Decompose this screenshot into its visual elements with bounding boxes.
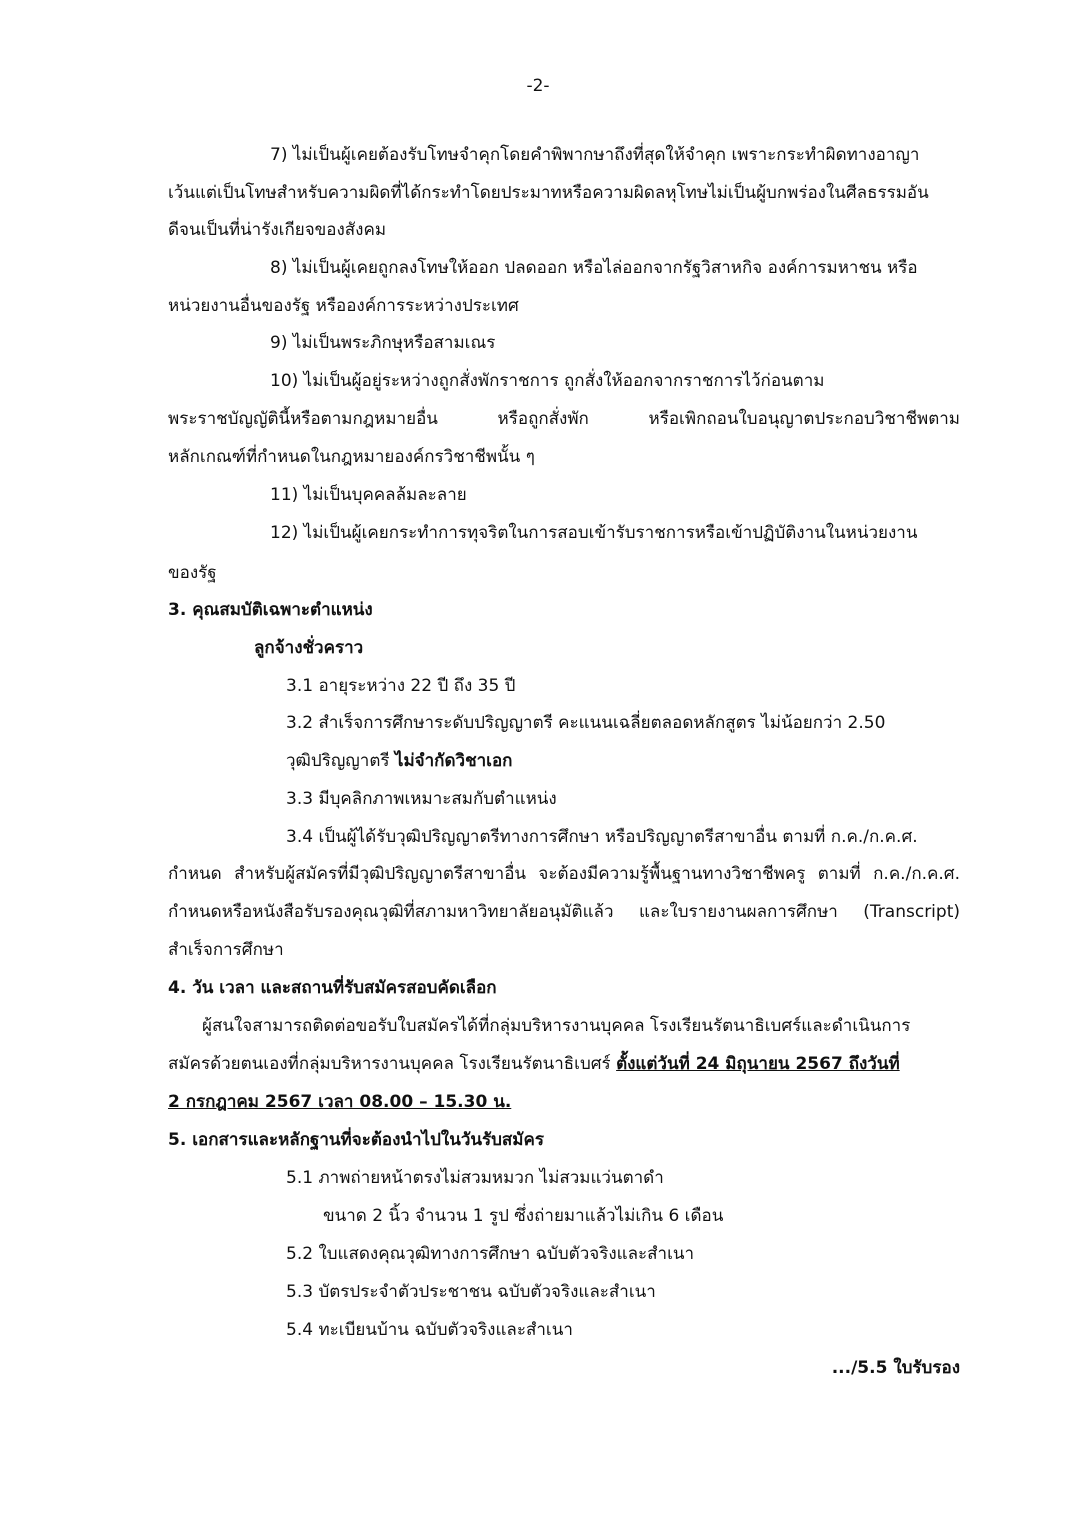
section-3-item-1: 3.1 อายุระหว่าง 22 ปี ถึง 35 ปี xyxy=(286,676,516,696)
item-7-line-3: ดีจนเป็นที่น่ารังเกียจของสังคม xyxy=(168,220,387,240)
section-5-item-2: 5.2 ใบแสดงคุณวุฒิทางการศึกษา ฉบับตัวจริงและสำเนา xyxy=(286,1244,695,1264)
section-5-item-1-line-2: ขนาด 2 นิ้ว จำนวน 1 รูป ซึ่งถ่ายมาแล้วไม่เกิน 6 เดือน xyxy=(323,1206,724,1226)
section-3-item-4-line-1: 3.4 เป็นผู้ได้รับวุฒิปริญญาตรีทางการศึกษา หรือปริญญาตรีสาขาอื่น ตามที่ ก.ค./ก.ค.ศ. xyxy=(286,827,918,847)
item-8-line-1: 8) ไม่เป็นผู้เคยถูกลงโทษให้ออก ปลดออก หรือไล่ออกจากรัฐวิสาหกิจ องค์การมหาชน หรือ xyxy=(270,258,918,278)
item-11: 11) ไม่เป็นบุคคลล้มละลาย xyxy=(270,485,467,505)
item-7-line-2: เว้นแต่เป็นโทษสำหรับความผิดที่ได้กระทำโดยประมาทหรือความผิดลหุโทษไม่เป็นผู้บกพร่องในศีลธรรมอัน xyxy=(168,183,929,203)
item-10-line-3: หลักเกณฑ์ที่กำหนดในกฎหมายองค์กรวิชาชีพนั้น ๆ xyxy=(168,447,535,467)
section-4-line-2-text: สมัครด้วยตนเองที่กลุ่มบริหารงานบุคคล โรงเรียนรัตนาธิเบศร์ xyxy=(168,1054,617,1074)
section-3-heading: 3. คุณสมบัติเฉพาะตำแหน่ง xyxy=(168,600,373,620)
degree-text: วุฒิปริญญาตรี xyxy=(286,751,395,771)
section-3-item-4-line-4: สำเร็จการศึกษา xyxy=(168,940,284,960)
item-12-line-2: ของรัฐ xyxy=(168,563,217,583)
item-9: 9) ไม่เป็นพระภิกษุหรือสามเณร xyxy=(270,333,496,353)
application-period-start: ตั้งแต่วันที่ 24 มิถุนายน 2567 ถึงวันที่ xyxy=(616,1054,900,1074)
section-5-item-4: 5.4 ทะเบียนบ้าน ฉบับตัวจริงและสำเนา xyxy=(286,1320,573,1340)
position-title: ลูกจ้างชั่วคราว xyxy=(254,638,364,658)
application-period-end: 2 กรกฎาคม 2567 เวลา 08.00 – 15.30 น. xyxy=(168,1092,512,1112)
section-4-line-2 xyxy=(168,1052,900,1076)
section-3-item-4-line-2: กำหนด สำหรับผู้สมัครที่มีวุฒิปริญญาตรีสาขาอื่น จะต้องมีความรู้พื้นฐานทางวิชาชีพครู ตามที่ ก.ค./ก.ค.ศ. xyxy=(168,864,960,884)
section-5-item-3: 5.3 บัตรประจำตัวประชาชน ฉบับตัวจริงและสำเนา xyxy=(286,1282,656,1302)
section-4-heading: 4. วัน เวลา และสถานที่รับสมัครสอบคัดเลือก xyxy=(168,978,497,998)
section-3-item-2-line-1: 3.2 สำเร็จการศึกษาระดับปริญญาตรี คะแนนเฉลี่ยตลอดหลักสูตร ไม่น้อยกว่า 2.50 xyxy=(286,713,886,733)
section-5-heading: 5. เอกสารและหลักฐานที่จะต้องนำไปในวันรับสมัคร xyxy=(168,1130,544,1150)
item-12-line-1: 12) ไม่เป็นผู้เคยกระทำการทุจริตในการสอบเข้ารับราชการหรือเข้าปฏิบัติงานในหน่วยงาน xyxy=(270,523,918,543)
item-7-line-1: 7) ไม่เป็นผู้เคยต้องรับโทษจำคุกโดยคำพิพากษาถึงที่สุดให้จำคุก เพราะกระทำผิดทางอาญา xyxy=(270,145,920,165)
section-3-item-2-line-2 xyxy=(286,749,512,773)
item-10-line-1: 10) ไม่เป็นผู้อยู่ระหว่างถูกสั่งพักราชการ ถูกสั่งให้ออกจากราชการไว้ก่อนตาม xyxy=(270,371,825,391)
section-5-item-1-line-1: 5.1 ภาพถ่ายหน้าตรงไม่สวมหมวก ไม่สวมแว่นตาดำ xyxy=(286,1168,664,1188)
section-3-item-3: 3.3 มีบุคลิกภาพเหมาะสมกับตำแหน่ง xyxy=(286,789,557,809)
page-number: -2- xyxy=(526,76,550,96)
continuation-note: .../5.5 ใบรับรอง xyxy=(831,1358,960,1378)
section-3-item-4-line-3: กำหนดหรือหนังสือรับรองคุณวุฒิที่สภามหาวิทยาลัยอนุมัติแล้ว และใบรายงานผลการศึกษา (Transcript) xyxy=(168,902,960,922)
section-4-line-1: ผู้สนใจสามารถติดต่อขอรับใบสมัครได้ที่กลุ่มบริหารงานบุคคล โรงเรียนรัตนาธิเบศร์และดำเนินการ xyxy=(202,1016,911,1036)
degree-major-note: ไม่จำกัดวิชาเอก xyxy=(394,751,513,771)
item-8-line-2: หน่วยงานอื่นของรัฐ หรือองค์การระหว่างประเทศ xyxy=(168,296,519,316)
item-10-line-2: พระราชบัญญัตินี้หรือตามกฎหมายอื่น หรือถูกสั่งพัก หรือเพิกถอนใบอนุญาตประกอบวิชาชีพตาม xyxy=(168,409,960,429)
